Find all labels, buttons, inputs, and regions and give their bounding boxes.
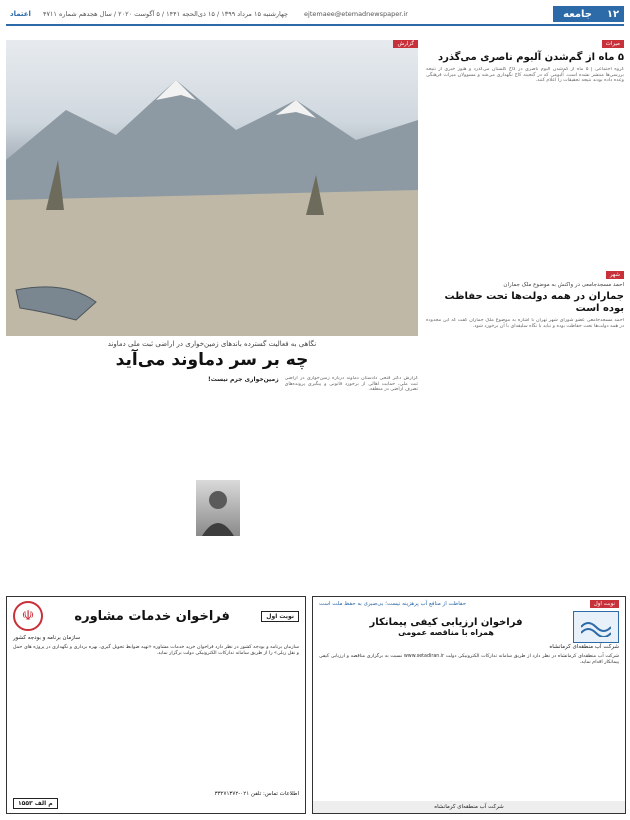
ad-subtitle: همراه با مناقصه عمومی xyxy=(398,628,494,637)
consulting-tender-ad xyxy=(6,596,306,814)
article-kicker: احمد مسجدجامعی در واکنش به موضوع ملک جماران xyxy=(503,282,624,288)
interview-heading: زمین‌خواری جرم نیست! xyxy=(208,376,279,383)
ad-body: شرکت آب منطقه‌ای کرمانشاه در نظر دارد از طریق سامانه تدارکات الکترونیکی دولت www.setadiran.ir نسبت به برگزاری مناقصه و ارزیابی کیفی پیمانکار اقدام نماید. xyxy=(319,654,620,665)
contractor-assessment-ad xyxy=(312,596,626,814)
damavand-photo xyxy=(6,40,418,336)
page-header xyxy=(6,6,624,22)
right-column xyxy=(426,30,624,630)
ad-org: شرکت آب منطقه‌ای کرمانشاه xyxy=(549,644,619,650)
water-company-logo xyxy=(573,611,619,643)
gorgan-article xyxy=(426,30,624,255)
ad-round-badge: نوبت اول xyxy=(590,600,619,608)
ad-title-row xyxy=(313,611,625,643)
issue-date: چهارشنبه ۱۵ مرداد ۱۳۹۹ / ۱۵ ذی‌الحجه ۱۴۴۱ / ۵ آگوست ۲۰۲۰ / سال هجدهم شماره ۴۷۱۱ xyxy=(42,10,289,18)
newspaper-logo: اعتماد xyxy=(10,10,31,18)
report-label: گزارش xyxy=(393,40,418,48)
ad-header xyxy=(7,597,305,635)
article-body: گروه اجتماعی | ۵ ماه از گم‌شدن آلبوم ناصری در کاخ گلستان می‌گذرد و هنوز خبری از نتیجه بررسی‌ها منتشر نشده است. آلبومی که در گنجینه کاخ نگهداری می‌شد و مسوولان میراث فرهنگی وعده داده بودند نتیجه تحقیقات را اعلام کنند. xyxy=(426,67,624,84)
emblem-icon: ☫ xyxy=(13,601,43,631)
article-body-continued xyxy=(6,376,139,606)
ad-contact: اطلاعات تماس: تلفن ۰۲۱-۳۳۲۷۱۳۷۲ xyxy=(214,791,299,797)
wave-icon xyxy=(581,617,611,637)
landscape-illustration xyxy=(6,40,418,336)
article-title: ۵ ماه از گم‌شدن آلبوم ناصری می‌گذرد xyxy=(437,52,624,63)
article-body: گزارش دکتر فتحی دادستان دماوند درباره زمین‌خواری در اراضی ثبت ملی، حمایت اهالی از برخورد قانونی و پیگیری پرونده‌های تصرف اراضی در منطقه. xyxy=(284,376,418,393)
jamaran-article xyxy=(426,261,624,630)
ad-body: سازمان برنامه و بودجه کشور در نظر دارد فراخوان خرید خدمات مشاوره «تهیه ضوابط تحویل گیری، بهره برداری و نگهداری در پروژه های حمل و نقل ریلی» را از طریق سامانه تدارکات الکترونیکی دولت برگزار نماید. xyxy=(13,645,299,656)
header-rule xyxy=(6,24,624,26)
section-email[interactable]: ejtemaee@etemadnewspaper.ir xyxy=(304,10,408,18)
person-silhouette-icon xyxy=(196,480,240,536)
prosecutor-portrait xyxy=(196,480,240,536)
ad-header xyxy=(313,597,625,611)
ad-org: سازمان برنامه و بودجه کشور xyxy=(13,635,81,641)
article-title: جماران در همه دولت‌ها تحت حفاظت بوده است xyxy=(444,291,624,314)
section-tag: شهر xyxy=(606,271,624,279)
article-title: چه بر سر دماوند می‌آید xyxy=(115,350,309,370)
damavand-article xyxy=(6,338,418,606)
photo-caption: نگاهی به فعالیت گسترده باندهای زمین‌خواری در اراضی ثبت ملی دماوند xyxy=(107,340,317,348)
page-number: ۱۲ xyxy=(602,6,624,22)
section-title: جامعه xyxy=(553,6,602,22)
ad-title: فراخوان ارزیابی کیفی پیمانکار xyxy=(369,617,523,628)
section-tag: میراث xyxy=(602,40,624,48)
ad-round-badge: نوبت اول xyxy=(261,611,299,622)
ad-title: فراخوان خدمات مشاوره xyxy=(74,608,230,624)
ad-heading-block xyxy=(319,617,573,637)
ad-kicker: حفاظت از منافع آب پرهزینه نیست؛ بی‌صبری به حفظ ملت است xyxy=(319,601,467,607)
article-body: احمد مسجدجامعی عضو شورای شهر تهران با اشاره به موضوع ملک جماران گفت که این محدوده در همه دولت‌ها تحت حفاظت بوده و نباید با نگاه سلیقه‌ای با آن برخورد شود. xyxy=(426,318,624,329)
ad-code: م الف ۱۵۵۳ xyxy=(13,790,58,809)
ad-footer: شرکت آب منطقه‌ای کرمانشاه xyxy=(313,801,625,813)
